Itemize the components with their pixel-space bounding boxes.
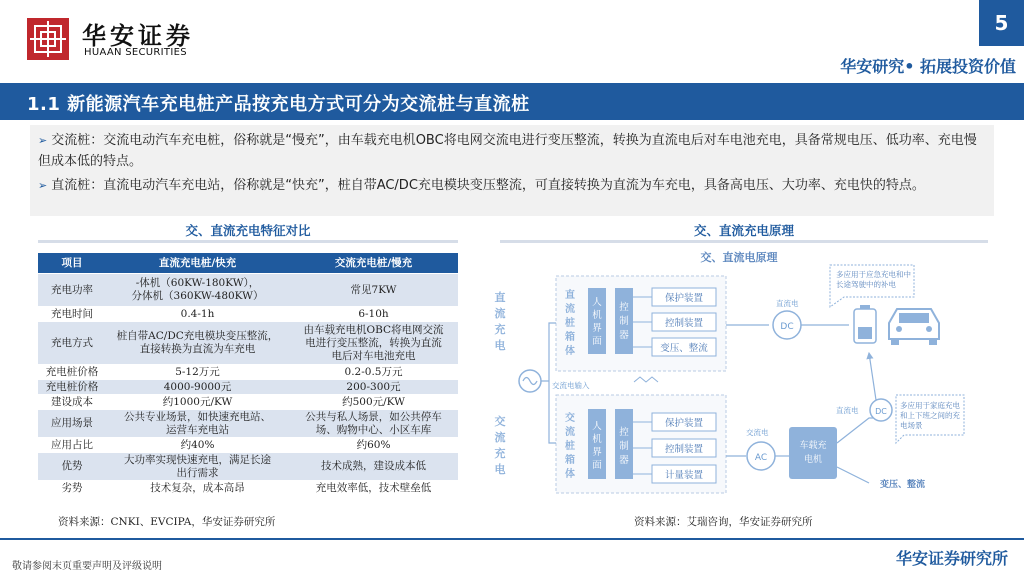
dc-module-label: 保护装置 (664, 293, 704, 304)
svg-text:人机界面: 人机界面 (592, 297, 602, 347)
table-cell: 约500元/KW (289, 395, 458, 410)
ac-box-label (565, 411, 575, 480)
svg-text:直流桩箱体: 直流桩箱体 (565, 290, 575, 357)
table-cell: 0.2-0.5万元 (289, 365, 458, 380)
right-source: 资料来源：艾瑞咨询，华安证券研究所 (634, 516, 813, 528)
bullet-dc-text: 直流桩：直流电动汽车充电站，俗称就是“快充”，桩自带AC/DC充电模块变压整流，可直接转换为直流为车充电，具备高电压、大功率、充电快的特点。 (51, 178, 925, 193)
table-row (38, 380, 458, 395)
dc-wire-label-2: 直流电 (836, 406, 859, 415)
dc-controller-label (619, 301, 629, 341)
logo-text-en: HUAAN SECURITIES (84, 47, 187, 58)
ac-controller-label (619, 426, 629, 466)
dc-box-label (565, 288, 575, 357)
dc-module-label: 控制装置 (664, 318, 704, 329)
car-icon (889, 309, 939, 345)
table-cell: 公共专业场景，如快速充电站、 运营车充电站 (106, 410, 289, 438)
svg-text:人机界面: 人机界面 (592, 421, 602, 471)
page-number: 5 (979, 0, 1024, 46)
row-label-cell: 劣势 (38, 481, 106, 496)
logo-mark (27, 18, 69, 60)
row-label-cell: 充电桩价格 (38, 380, 106, 395)
row-label-cell: 应用场景 (38, 410, 106, 438)
ac-wire-label: 交流电 (746, 428, 769, 437)
page-title: 1.1 新能源汽车充电桩产品按充电方式可分为交流桩与直流桩 (27, 94, 530, 115)
left-section-title: 交、直流充电特征对比 (185, 223, 311, 238)
table-cell: 约1000元/KW (106, 395, 289, 410)
ac-module-label: 控制装置 (664, 444, 704, 455)
row-label-cell: 充电时间 (38, 307, 106, 322)
ac-side-label (495, 414, 506, 476)
table-row (38, 410, 458, 438)
table-cell: 常见7KW (289, 274, 458, 307)
row-label-cell: 建设成本 (38, 395, 106, 410)
diagram-title: 交、直流电原理 (700, 251, 778, 264)
table-row (38, 438, 458, 453)
svg-text:车载充电机: 车载充电机 (799, 441, 827, 465)
table-cell: 技术成熟，建设成本低 (289, 453, 458, 481)
svg-text:交流桩箱体: 交流桩箱体 (565, 413, 575, 480)
table-cell: 5-12万元 (106, 365, 289, 380)
table-cell: 约60% (289, 438, 458, 453)
dc-circle-2-label: DC (875, 407, 887, 416)
dc-side-label (495, 290, 506, 352)
row-label-cell: 充电桩价格 (38, 365, 106, 380)
comparison-table (38, 253, 458, 496)
right-section-title: 交、直流充电原理 (693, 223, 794, 238)
table-cell: 桩自带AC/DC充电模块变压整流， 直接转换为直流为车充电 (106, 322, 289, 365)
ac-input-label: 交流电输入 (552, 381, 590, 390)
table-cell: 0.4-1h (106, 307, 289, 322)
footer-line (0, 538, 1024, 540)
left-source: 资料来源：CNKI、EVCIPA，华安证券研究所 (58, 516, 276, 528)
svg-text:控制器: 控制器 (619, 302, 629, 341)
obc-block (789, 427, 837, 479)
table-row (38, 481, 458, 496)
row-label-cell: 应用占比 (38, 438, 106, 453)
table-cell: 大功率实现快速充电，满足长途 出行需求 (106, 453, 289, 481)
row-label-cell: 充电功率 (38, 274, 106, 307)
row-label-cell: 充电方式 (38, 322, 106, 365)
table-row (38, 365, 458, 380)
dc-circle-label: DC (780, 322, 794, 332)
dc-module-label: 变压、整流 (660, 343, 708, 354)
table-row (38, 307, 458, 322)
svg-text:控制器: 控制器 (619, 427, 629, 466)
svg-text:直流充电: 直流充电 (494, 291, 506, 352)
bullet-ac (38, 130, 983, 172)
table-cell: 充电效率低，技术壁垒低 (289, 481, 458, 496)
table-row (38, 274, 458, 307)
footer-disclaimer: 敬请参阅末页重要声明及评级说明 (12, 561, 162, 572)
table-header-cell: 直流充电桩/快充 (106, 253, 289, 274)
charging-principle-diagram (484, 243, 990, 513)
table-cell: 4000-9000元 (106, 380, 289, 395)
table-cell: 公共与私人场景，如公共停车 场、购物中心、小区车库 (289, 410, 458, 438)
tagline: 华安研究• 拓展投资价值 (840, 57, 1016, 76)
table-header-row (38, 253, 458, 274)
table-cell: 6-10h (289, 307, 458, 322)
svg-text:交流充电: 交流充电 (494, 415, 506, 476)
arrow-icon: ➢ (38, 179, 48, 192)
table-row (38, 453, 458, 481)
logo-text-cn: 华安证券 (82, 21, 194, 50)
ac-module-label: 计量装置 (664, 470, 704, 481)
left-section-underline (38, 240, 458, 243)
table-row (38, 395, 458, 410)
table-cell: 约40% (106, 438, 289, 453)
table-cell: 技术复杂，成本高昂 (106, 481, 289, 496)
ac-circle-label: AC (754, 453, 768, 463)
bullet-box (30, 125, 994, 216)
dc-wire-label: 直流电 (776, 299, 799, 308)
obc-note: 变压、整流 (880, 480, 926, 490)
table-cell: 200-300元 (289, 380, 458, 395)
table-header-cell: 项目 (38, 253, 106, 274)
wire-wave (634, 377, 658, 382)
row-label-cell: 优势 (38, 453, 106, 481)
table-row (38, 322, 458, 365)
svg-text:多应用于家庭充电和上下班之间的充电场景: 多应用于家庭充电和上下班之间的充电场景 (900, 401, 960, 430)
svg-text:多应用于应急充电和中长途驾驶中的补电: 多应用于应急充电和中长途驾驶中的补电 (836, 270, 911, 289)
table-cell: -体机（60KW-180KW）， 分体机（360KW-480KW） (106, 274, 289, 307)
table-cell: 由车载充电机OBC将电网交流 电进行变压整流，转换为直流 电后对车电池充电 (289, 322, 458, 365)
bullet-dc (38, 175, 983, 196)
footer-brand: 华安证券研究所 (895, 549, 1008, 568)
table-header-cell: 交流充电桩/慢充 (289, 253, 458, 274)
arrow-icon: ➢ (38, 134, 48, 147)
bullet-ac-text: 交流桩：交流电动汽车充电桩，俗称就是“慢充”，由车载充电机OBC将电网交流电进行变压整流，转换为直流电后对车电池充电，具备常规电压、低功率、充电慢但成本低的特点。 (38, 133, 977, 169)
ac-module-label: 保护装置 (664, 418, 704, 429)
